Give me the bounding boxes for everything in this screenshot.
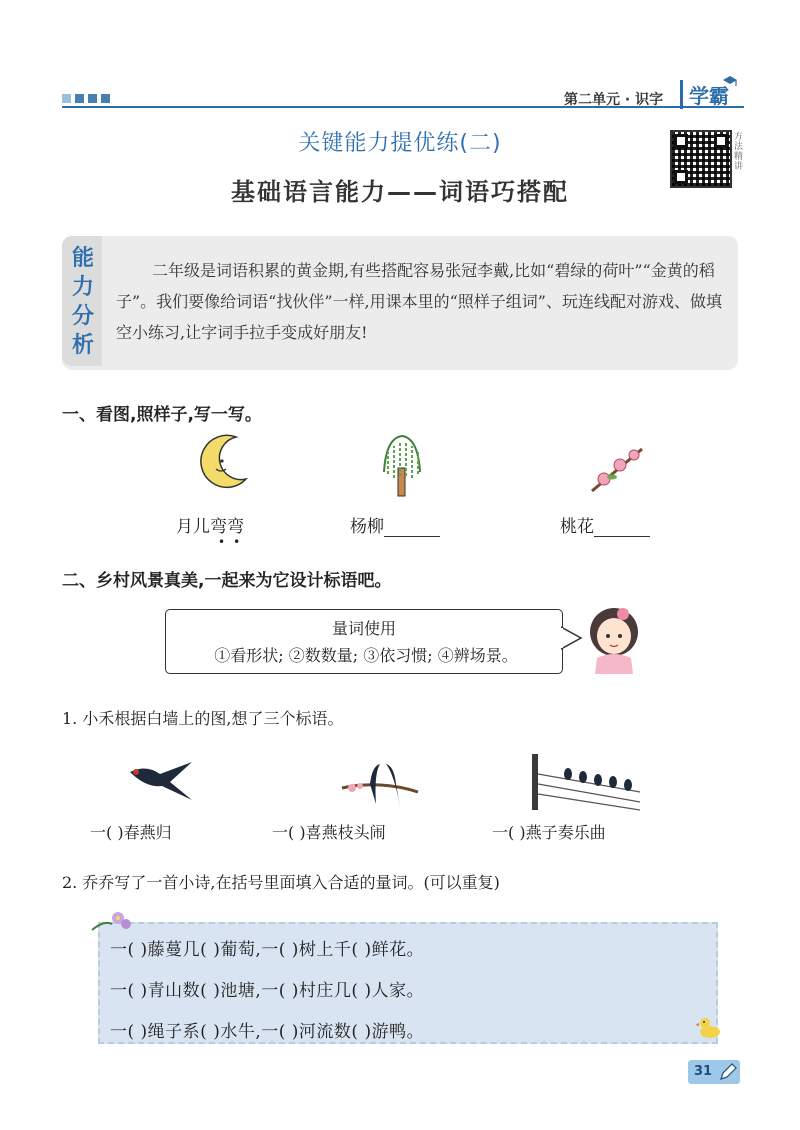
qr-label: 方法精讲 [734,132,744,172]
swallows-on-branch-icon [340,758,420,810]
unit-label: 第二单元 · 识字 [564,92,664,108]
slogan-3[interactable]: 一( )燕子奏乐曲 [492,823,606,842]
poem-line-1[interactable]: 一( )藤蔓几( )葡萄,一( )树上千( )鲜花。 [110,940,425,960]
exercise-subtitle: 基础语言能力——词语巧搭配 [231,178,569,206]
swallows-on-wires-icon [528,752,644,812]
slogan-2[interactable]: 一( )喜燕枝头闹 [272,823,386,842]
example-word-moon: 月儿弯弯 [176,517,244,537]
peach-answer-blank[interactable] [594,521,650,537]
bubble-tail [561,625,583,651]
word-willow-label: 杨柳 [350,517,384,537]
poem-line-2[interactable]: 一( )青山数( )池塘,一( )村庄几( )人家。 [110,981,425,1001]
analysis-text: 二年级是词语积累的黄金期,有些搭配容易张冠李戴,比如“碧绿的荷叶”“金黄的稻子”。我们要像给词语“找伙伴”一样,用课本里的“照样子组词”、玩连线配对游戏、做填空小练习,让字词手拉手变成好朋友! [116,261,722,342]
willow-answer-blank[interactable] [384,521,440,537]
question-1: 1. 小禾根据白墙上的图,想了三个标语。 [62,709,344,728]
peach-blossom-icon [586,443,648,495]
section2-heading: 二、乡村风景真美,一起来为它设计标语吧。 [62,571,392,591]
brand-logo: 学霸 [680,80,729,109]
page-number-text: 31 [694,1064,713,1079]
poem-line-3[interactable]: 一( )绳子系( )水牛,一( )河流数( )游鸭。 [110,1022,425,1042]
crescent-moon-icon [196,433,252,491]
girl-avatar [583,604,645,676]
swallow-icon [126,760,196,802]
header-decoration [62,94,110,103]
duckling-icon [696,1014,722,1040]
flower-decoration-icon [90,906,134,936]
section1-heading: 一、看图,照样子,写一写。 [62,405,262,425]
tip-title: 量词使用 [331,619,396,638]
tip-text: ①看形状; ②数数量; ③依习惯; ④辨场景。 [214,646,518,665]
graduation-cap-icon [722,74,738,90]
example-word-willow [350,512,440,537]
slogan-1[interactable]: 一( )春燕归 [90,823,172,842]
example-word-peach [560,512,650,537]
exercise-title: 关键能力提优练(二) [298,131,502,156]
emphasis-dots: •• [218,535,249,549]
question-2: 2. 乔乔写了一首小诗,在括号里面填入合适的量词。(可以重复) [62,873,500,892]
willow-tree-icon [378,432,426,498]
analysis-tag: 能力分析 [71,246,94,358]
qr-code[interactable] [670,130,732,188]
pencil-icon [718,1062,738,1082]
word-peach-label: 桃花 [560,517,594,537]
